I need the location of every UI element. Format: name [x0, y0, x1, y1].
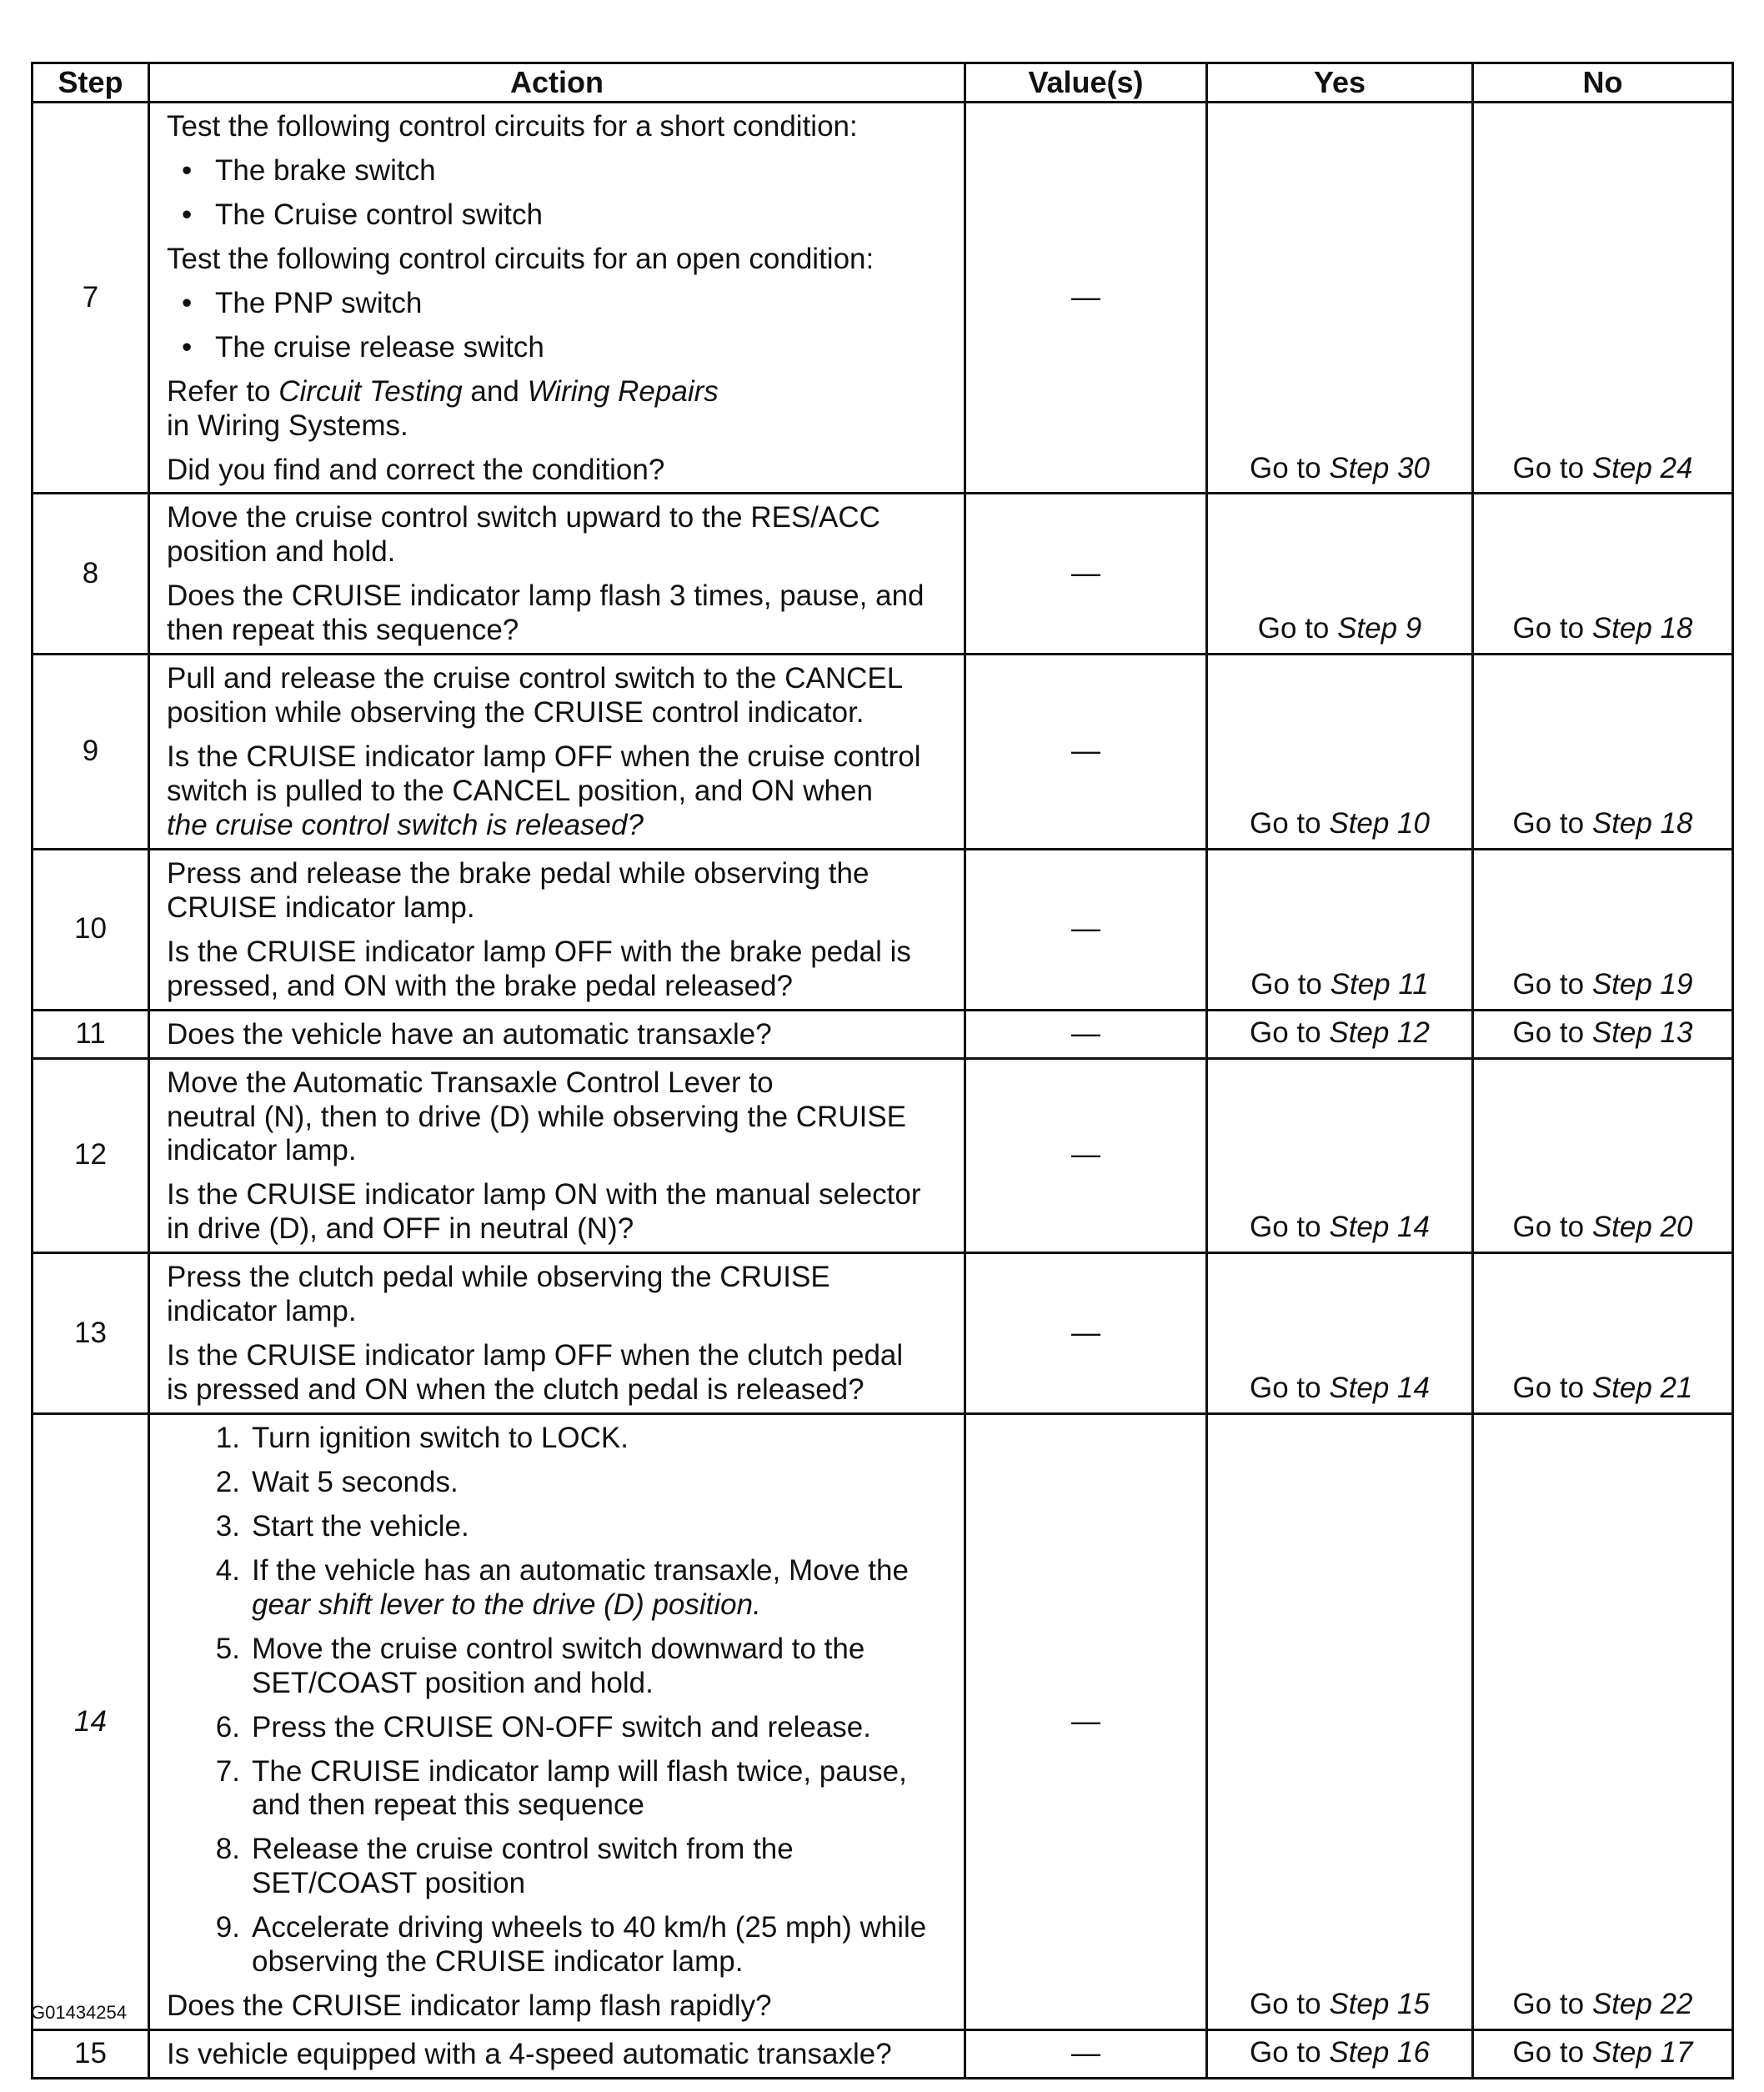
action-text: Press and release the brake pedal while observing the CRUISE indicator lamp. [167, 856, 869, 924]
value-cell: — [965, 655, 1207, 850]
step-number: 8 [33, 494, 149, 655]
action-cell [149, 103, 965, 494]
numbered-item [198, 1833, 952, 1901]
goto-no: Go to Step 20 [1512, 1211, 1693, 1244]
numbered-item [198, 1554, 952, 1623]
table-row [33, 1010, 1733, 1058]
item-number: 2. [215, 1465, 240, 1498]
no-cell [1473, 1010, 1733, 1058]
value-cell: — [965, 103, 1207, 494]
goto-no: Go to Step 18 [1512, 612, 1693, 645]
numbered-item [198, 1755, 952, 1824]
action-text: Is vehicle equipped with a 4-speed automatic transaxle? [167, 2038, 892, 2071]
item-number: 8. [215, 1833, 240, 1866]
action-text: Is the CRUISE indicator lamp OFF with the brake pedal is pressed, and ON with the brake pedal released? [167, 935, 911, 1002]
action-text: Test the following control circuits for a short condition: [167, 110, 858, 143]
action-text: Refer to Circuit Testing and Wiring Repairs in Wiring Systems. [167, 374, 719, 442]
bullet-text: The PNP switch [215, 286, 423, 319]
action-text: Test the following control circuits for an open condition: [167, 242, 874, 275]
item-text: Wait 5 seconds. [252, 1465, 459, 1498]
action-text: Move the Automatic Transaxle Control Lever to neutral (N), then to drive (D) while observing the CRUISE indicator lamp. [167, 1066, 907, 1167]
goto-no: Go to Step 18 [1512, 806, 1693, 840]
no-cell [1473, 1253, 1733, 1414]
step-number: 13 [33, 1253, 149, 1414]
bullet-icon: • [182, 330, 193, 364]
item-text: Move the cruise control switch downward to the SET/COAST position and hold. [252, 1632, 865, 1699]
action-text: Does the CRUISE indicator lamp flash 3 times, pause, and then repeat this sequence? [167, 579, 925, 647]
step-number: 10 [33, 849, 149, 1010]
goto-no: Go to Step 17 [1512, 2036, 1693, 2069]
no-cell [1473, 2030, 1733, 2079]
goto-yes: Go to Step 11 [1250, 967, 1429, 1001]
item-text: Start the vehicle. [252, 1509, 469, 1543]
step-number: 7 [33, 103, 149, 494]
action-text: Press the clutch pedal while observing the CRUISE indicator lamp. [167, 1261, 830, 1328]
no-cell [1473, 849, 1733, 1010]
bullet-text: The brake switch [215, 153, 436, 187]
table-row [33, 2030, 1733, 2079]
header-values: Value(s) [965, 63, 1207, 103]
action-text: Does the CRUISE indicator lamp flash rapidly? [167, 1989, 772, 2023]
numbered-item [198, 1911, 952, 1979]
table-row [33, 1058, 1733, 1253]
item-number: 4. [215, 1553, 240, 1587]
goto-yes: Go to Step 9 [1257, 612, 1422, 645]
item-number: 5. [215, 1632, 240, 1665]
action-cell [149, 1414, 965, 2030]
table-row [33, 849, 1733, 1010]
item-number: 9. [215, 1911, 240, 1944]
goto-yes: Go to Step 30 [1250, 451, 1430, 484]
step-number: 15 [33, 2030, 149, 2079]
numbered-item [198, 1510, 952, 1544]
action-cell [149, 1010, 965, 1058]
goto-yes: Go to Step 15 [1250, 1988, 1430, 2021]
yes-cell [1207, 1058, 1473, 1253]
bullet-item [182, 198, 952, 233]
action-text: Is the CRUISE indicator lamp OFF when the cruise control switch is pulled to the CANCEL position, and ON when the cruise control switch is released? [167, 740, 921, 841]
bullet-icon: • [182, 198, 193, 231]
action-text: Is the CRUISE indicator lamp ON with the manual selector in drive (D), and OFF in neutral (N)? [167, 1178, 921, 1246]
value-cell: — [965, 1058, 1207, 1253]
goto-no: Go to Step 22 [1512, 1988, 1693, 2021]
item-text: Turn ignition switch to LOCK. [252, 1422, 629, 1454]
step-number: 11 [33, 1010, 149, 1058]
goto-yes: Go to Step 10 [1250, 806, 1430, 840]
step-number: 14 [33, 1414, 149, 2030]
table-row [33, 1414, 1733, 2030]
header-yes: Yes [1207, 63, 1473, 103]
action-cell [149, 2030, 965, 2079]
goto-no: Go to Step 21 [1512, 1372, 1693, 1405]
table-row [33, 655, 1733, 850]
step-number: 9 [33, 655, 149, 850]
yes-cell [1207, 655, 1473, 850]
bullet-item [182, 331, 952, 365]
table-body [33, 103, 1733, 2079]
bullet-item [182, 287, 952, 321]
value-cell: — [965, 2030, 1207, 2079]
value-cell: — [965, 1010, 1207, 1058]
action-cell [149, 1253, 965, 1414]
action-cell [149, 494, 965, 655]
yes-cell [1207, 2030, 1473, 2079]
numbered-item [198, 1711, 952, 1745]
step-number: 12 [33, 1058, 149, 1253]
goto-yes: Go to Step 16 [1250, 2036, 1430, 2069]
item-text: Accelerate driving wheels to 40 km/h (25 mph) while observing the CRUISE indicator lamp. [252, 1911, 927, 1979]
goto-yes: Go to Step 12 [1250, 1016, 1430, 1049]
yes-cell [1207, 1414, 1473, 2030]
action-text: Pull and release the cruise control switch to the CANCEL position while observing the CRUISE control indicator. [167, 662, 904, 730]
header-no: No [1473, 63, 1733, 103]
figure-id: G01434254 [31, 2002, 127, 2023]
yes-cell [1207, 1010, 1473, 1058]
action-cell [149, 655, 965, 850]
item-text: The CRUISE indicator lamp will flash twice, pause, and then repeat this sequence [252, 1754, 907, 1822]
value-cell: — [965, 849, 1207, 1010]
bullet-text: The cruise release switch [215, 330, 544, 364]
goto-yes: Go to Step 14 [1250, 1372, 1430, 1405]
yes-cell [1207, 849, 1473, 1010]
header-row [33, 63, 1733, 103]
no-cell [1473, 1414, 1733, 2030]
action-text: Move the cruise control switch upward to the RES/ACC position and hold. [167, 501, 880, 569]
goto-no: Go to Step 13 [1512, 1016, 1693, 1049]
goto-yes: Go to Step 14 [1250, 1211, 1430, 1244]
action-text: Is the CRUISE indicator lamp OFF when the clutch pedal is pressed and ON when the clutch pedal is released? [167, 1339, 904, 1407]
yes-cell [1207, 1253, 1473, 1414]
numbered-item [198, 1422, 952, 1456]
bullet-icon: • [182, 153, 193, 187]
bullet-icon: • [182, 286, 193, 319]
item-number: 3. [215, 1509, 240, 1543]
item-number: 7. [215, 1754, 240, 1788]
yes-cell [1207, 103, 1473, 494]
table-row [33, 1253, 1733, 1414]
goto-no: Go to Step 19 [1512, 967, 1693, 1001]
no-cell [1473, 655, 1733, 850]
action-text: Does the vehicle have an automatic transaxle? [167, 1017, 772, 1051]
no-cell [1473, 1058, 1733, 1253]
table-row [33, 103, 1733, 494]
diagnostic-table [31, 62, 1734, 2079]
bullet-text: The Cruise control switch [215, 198, 543, 231]
numbered-item [198, 1466, 952, 1500]
table-row [33, 494, 1733, 655]
header-action: Action [149, 63, 965, 103]
value-cell: — [965, 1414, 1207, 2030]
numbered-item [198, 1633, 952, 1701]
yes-cell [1207, 494, 1473, 655]
value-cell: — [965, 1253, 1207, 1414]
value-cell: — [965, 494, 1207, 655]
bullet-item [182, 154, 952, 188]
header-step: Step [33, 63, 149, 103]
item-text: If the vehicle has an automatic transaxle, Move the gear shift lever to the drive (D) position. [252, 1553, 909, 1621]
action-text: Did you find and correct the condition? [167, 453, 665, 486]
action-cell [149, 1058, 965, 1253]
item-text: Release the cruise control switch from the SET/COAST position [252, 1833, 794, 1900]
item-text: Press the CRUISE ON-OFF switch and release. [252, 1710, 871, 1743]
item-number: 1. [215, 1422, 240, 1454]
no-cell [1473, 103, 1733, 494]
item-number: 6. [215, 1710, 240, 1743]
action-cell [149, 849, 965, 1010]
no-cell [1473, 494, 1733, 655]
goto-no: Go to Step 24 [1512, 451, 1693, 484]
